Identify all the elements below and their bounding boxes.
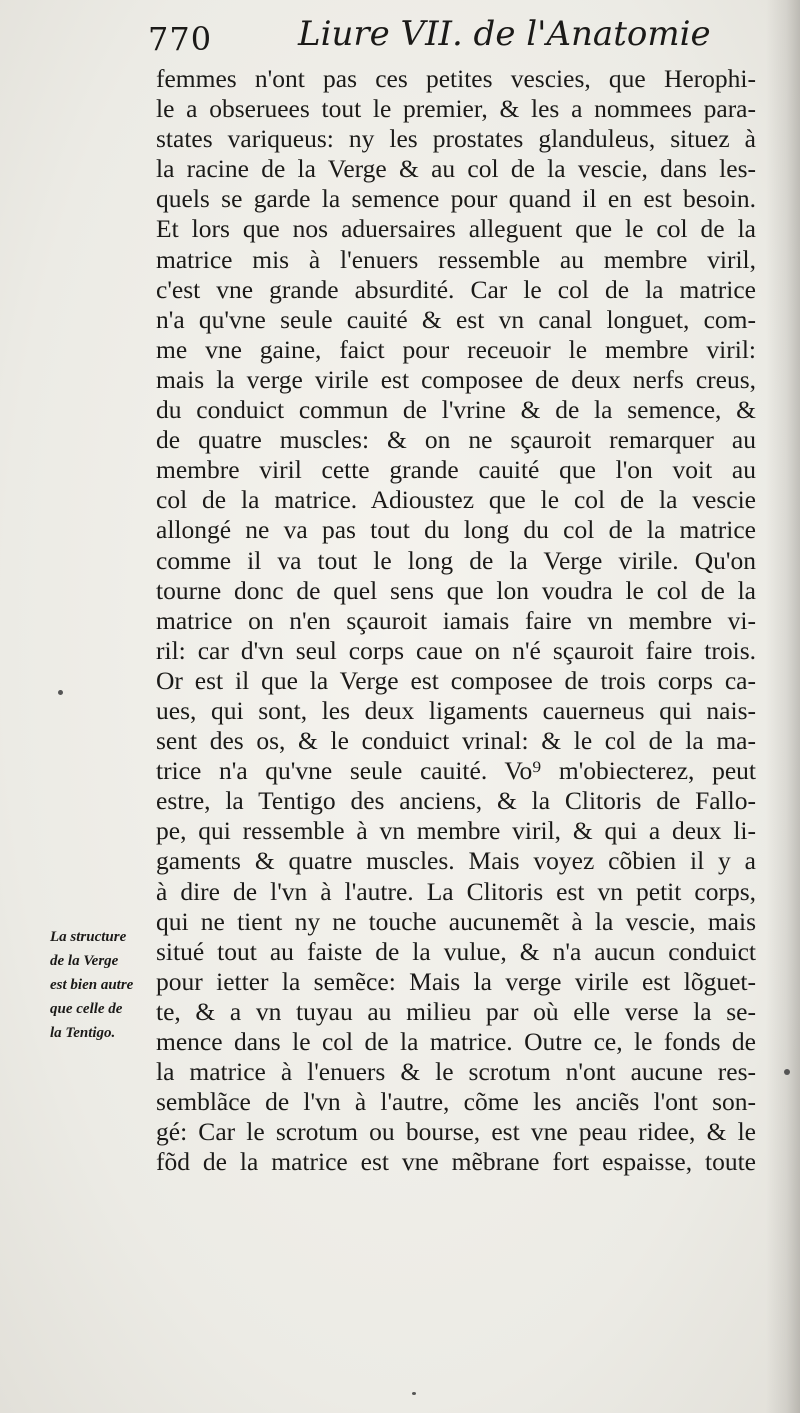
text-line: me vne gaine, faict pour receuoir le membre viril: bbox=[156, 334, 756, 364]
marginal-note-line: la Tentigo. bbox=[50, 1025, 116, 1041]
marginal-note-line: est bien autre bbox=[50, 977, 134, 993]
paper-speck bbox=[784, 1069, 790, 1075]
text-line: la racine de la Verge & au col de la vescie, dans les- bbox=[156, 154, 756, 184]
paper-speck bbox=[412, 1392, 416, 1395]
text-line: col de la matrice. Adioustez que le col de la vescie bbox=[156, 485, 756, 515]
running-title: Liure VII. de l'Anatomie bbox=[298, 14, 711, 54]
text-line: semblãce de l'vn à l'autre, cõme les anciẽs l'ont son- bbox=[156, 1087, 756, 1117]
text-line: Et lors que nos aduersaires alleguent que le col de la bbox=[156, 214, 756, 244]
marginal-note-line: que celle de bbox=[50, 1001, 123, 1017]
text-line: n'a qu'vne seule cauité & est vn canal longuet, com- bbox=[156, 304, 756, 334]
text-line: à dire de l'vn à l'autre. La Clitoris est vn petit corps, bbox=[156, 876, 756, 906]
binding-shadow bbox=[766, 0, 800, 1413]
text-line: le a obseruees tout le premier, & les a nommees para- bbox=[156, 94, 756, 124]
text-line: matrice on n'en sçauroit iamais faire vn membre vi- bbox=[156, 605, 756, 635]
text-line: ues, qui sont, les deux ligaments cauerneus qui nais- bbox=[156, 695, 756, 725]
text-line: gé: Car le scrotum ou bourse, est vne peau ridee, & le bbox=[156, 1117, 756, 1147]
text-line: mais la verge virile est composee de deux nerfs creus, bbox=[156, 364, 756, 394]
text-line: te, & a vn tuyau au milieu par où elle verse la se- bbox=[156, 996, 756, 1026]
text-line: comme il va tout le long de la Verge virile. Qu'on bbox=[156, 545, 756, 575]
paper-speck bbox=[58, 690, 63, 695]
text-line: de quatre muscles: & on ne sçauroit remarquer au bbox=[156, 425, 756, 455]
text-line: matrice mis à l'enuers ressemble au membre viril, bbox=[156, 244, 756, 274]
text-line: pe, qui ressemble à vn membre viril, & qui a deux li- bbox=[156, 816, 756, 846]
text-line: quels se garde la semence pour quand il en est besoin. bbox=[156, 184, 756, 214]
text-line: sent des os, & le conduict vrinal: & le col de la ma- bbox=[156, 726, 756, 756]
text-line: Or est il que la Verge est composee de trois corps ca- bbox=[156, 665, 756, 695]
text-line: gaments & quatre muscles. Mais voyez cõbien il y a bbox=[156, 846, 756, 876]
text-line: fõd de la matrice est vne mẽbrane fort espaisse, toute bbox=[156, 1147, 756, 1177]
text-line: trice n'a qu'vne seule cauité. Vo⁹ m'obiecterez, peut bbox=[156, 756, 756, 786]
text-line: membre viril cette grande cauité que l'on voit au bbox=[156, 455, 756, 485]
text-line: allongé ne va pas tout du long du col de la matrice bbox=[156, 515, 756, 545]
text-line: femmes n'ont pas ces petites vescies, que Herophi- bbox=[156, 64, 756, 93]
text-line: c'est vne grande absurdité. Car le col de la matrice bbox=[156, 274, 756, 304]
text-line: estre, la Tentigo des anciens, & la Clitoris de Fallo- bbox=[156, 786, 756, 816]
text-line: la matrice à l'enuers & le scrotum n'ont aucune res- bbox=[156, 1057, 756, 1087]
text-line: mence dans le col de la matrice. Outre ce, le fonds de bbox=[156, 1027, 756, 1056]
page-number: 770 bbox=[148, 20, 213, 58]
text-line: du conduict commun de l'vrine & de la semence, & bbox=[156, 395, 756, 425]
text-line: pour ietter la semẽce: Mais la verge virile est lõguet- bbox=[156, 966, 756, 996]
text-line: situé tout au faiste de la vulue, & n'a aucun conduict bbox=[156, 936, 756, 966]
text-line: states variqueus: ny les prostates glanduleus, situez à bbox=[156, 124, 756, 154]
body-text bbox=[156, 64, 756, 1177]
marginal-note-line: La structure bbox=[50, 929, 127, 945]
marginal-note-line: de la Verge bbox=[50, 953, 119, 969]
marginal-note bbox=[50, 925, 172, 1045]
text-line: tourne donc de quel sens que lon voudra le col de la bbox=[156, 575, 756, 605]
text-line: ril: car d'vn seul corps caue on n'é sçauroit faire trois. bbox=[156, 635, 756, 665]
text-line: qui ne tient ny ne touche aucunemẽt à la vescie, mais bbox=[156, 906, 756, 936]
